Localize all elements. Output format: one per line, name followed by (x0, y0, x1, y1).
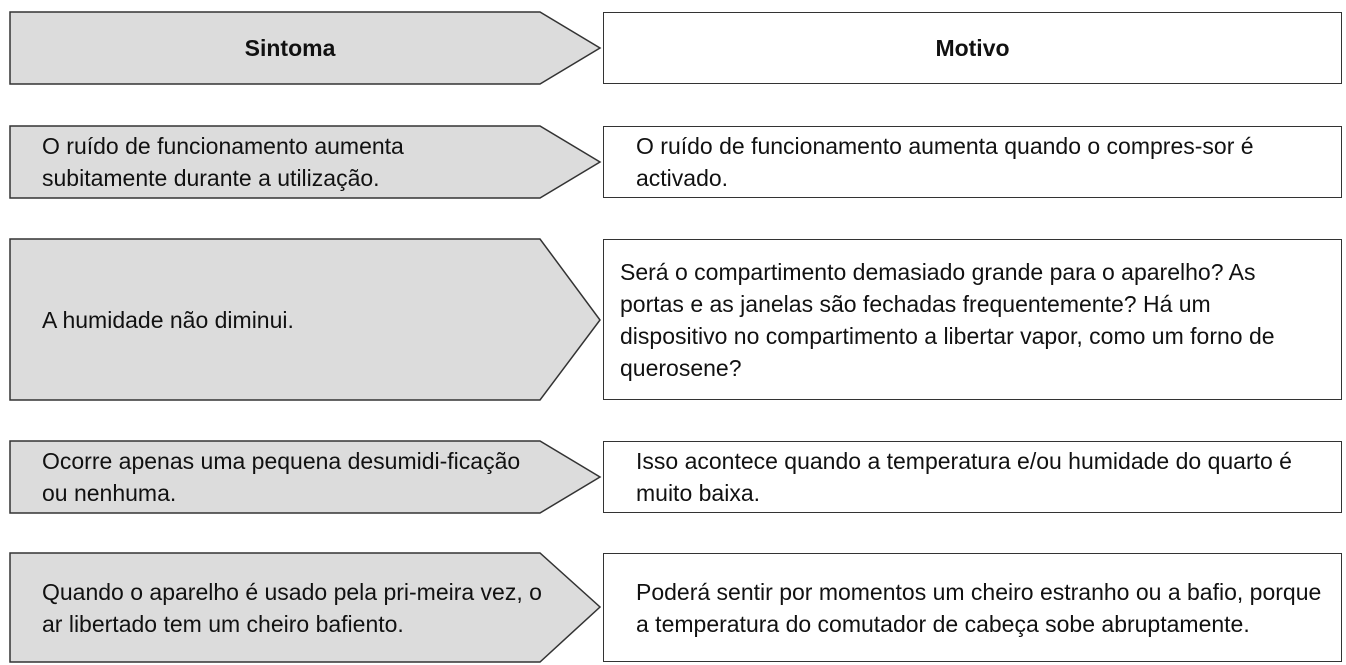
row-1-motivo: O ruído de funcionamento aumenta quando o compres-sor é activado. (636, 133, 1254, 191)
row-1-sintoma: O ruído de funcionamento aumenta subitamente durante a utilização. (42, 133, 404, 191)
row-2-sintoma: A humidade não diminui. (42, 306, 294, 333)
header-sintoma: Sintoma (244, 35, 336, 61)
row-4-sintoma: Quando o aparelho é usado pela pri-meira vez, o ar libertado tem um cheiro bafiento. (42, 578, 542, 637)
row-4-motivo: Poderá sentir por momentos um cheiro estranho ou a bafio, porque a temperatura do comutador de cabeça sobe abruptamente. (636, 578, 1322, 637)
row-3-motivo: Isso acontece quando a temperatura e/ou humidade do quarto é muito baixa. (636, 448, 1292, 506)
header-motivo: Motivo (935, 35, 1010, 61)
row-3-sintoma: Ocorre apenas uma pequena desumidi-ficação ou nenhuma. (42, 448, 521, 506)
row-2-motivo: Será o compartimento demasiado grande para o aparelho? As portas e as janelas são fechadas frequentemente? Há um dispositivo no compartimento a libertar vapor, como um forno de querosene? (620, 258, 1275, 381)
